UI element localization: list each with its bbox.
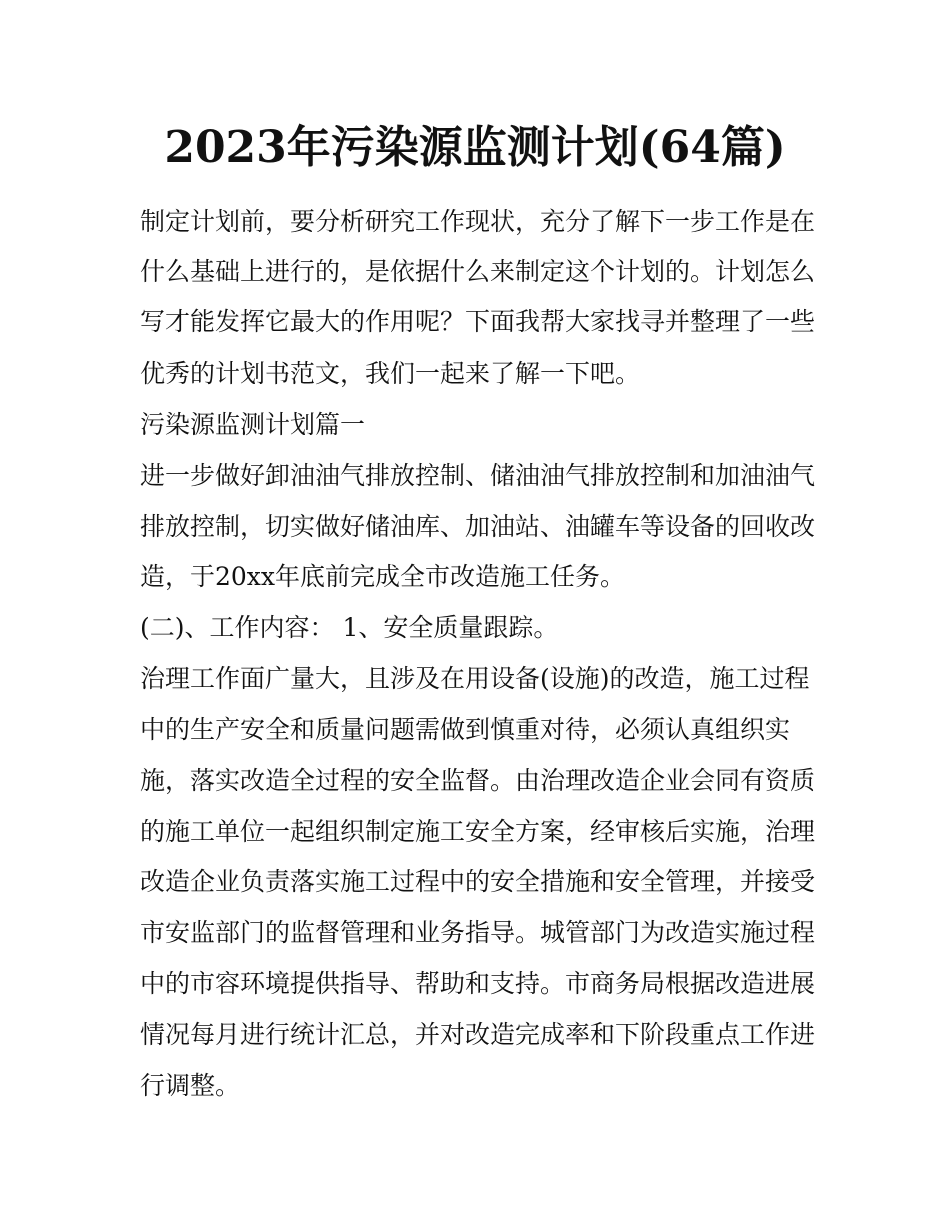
body-line: 制定计划前，要分析研究工作现状，充分了解下一步工作是在 bbox=[140, 207, 816, 236]
body-line: (二)、工作内容： 1、安全质量跟踪。 bbox=[140, 613, 559, 642]
body-line: 施，落实改造全过程的安全监督。由治理改造企业会同有资质 bbox=[140, 766, 816, 795]
body-line: 的施工单位一起组织制定施工安全方案，经审核后实施，治理 bbox=[140, 817, 816, 846]
body-line: 写才能发挥它最大的作用呢？下面我帮大家找寻并整理了一些 bbox=[140, 307, 816, 336]
body-line: 进一步做好卸油油气排放控制、储油油气排放控制和加油油气 bbox=[140, 461, 816, 490]
page-title: 2023年污染源监测计划(64篇) bbox=[164, 122, 786, 173]
body-line: 什么基础上进行的，是依据什么来制定这个计划的。计划怎么 bbox=[140, 257, 816, 286]
body-line: 改造企业负责落实施工过程中的安全措施和安全管理，并接受 bbox=[140, 867, 816, 896]
body-line: 中的市容环境提供指导、帮助和支持。市商务局根据改造进展 bbox=[140, 969, 816, 998]
body-line: 行调整。 bbox=[140, 1071, 241, 1100]
body-line: 市安监部门的监督管理和业务指导。城管部门为改造实施过程 bbox=[140, 918, 816, 947]
body-line: 情况每月进行统计汇总，并对改造完成率和下阶段重点工作进 bbox=[140, 1020, 816, 1049]
body-line: 造，于20xx年底前完成全市改造施工任务。 bbox=[140, 562, 626, 591]
body-line: 治理工作面广量大，且涉及在用设备(设施)的改造，施工过程 bbox=[140, 664, 810, 693]
body-line: 优秀的计划书范文，我们一起来了解一下吧。 bbox=[140, 359, 641, 388]
body-line: 排放控制，切实做好储油库、加油站、油罐车等设备的回收改 bbox=[140, 512, 816, 541]
section-heading: 污染源监测计划篇一 bbox=[140, 410, 366, 439]
body-line: 中的生产安全和质量问题需做到慎重对待，必须认真组织实 bbox=[140, 715, 791, 744]
